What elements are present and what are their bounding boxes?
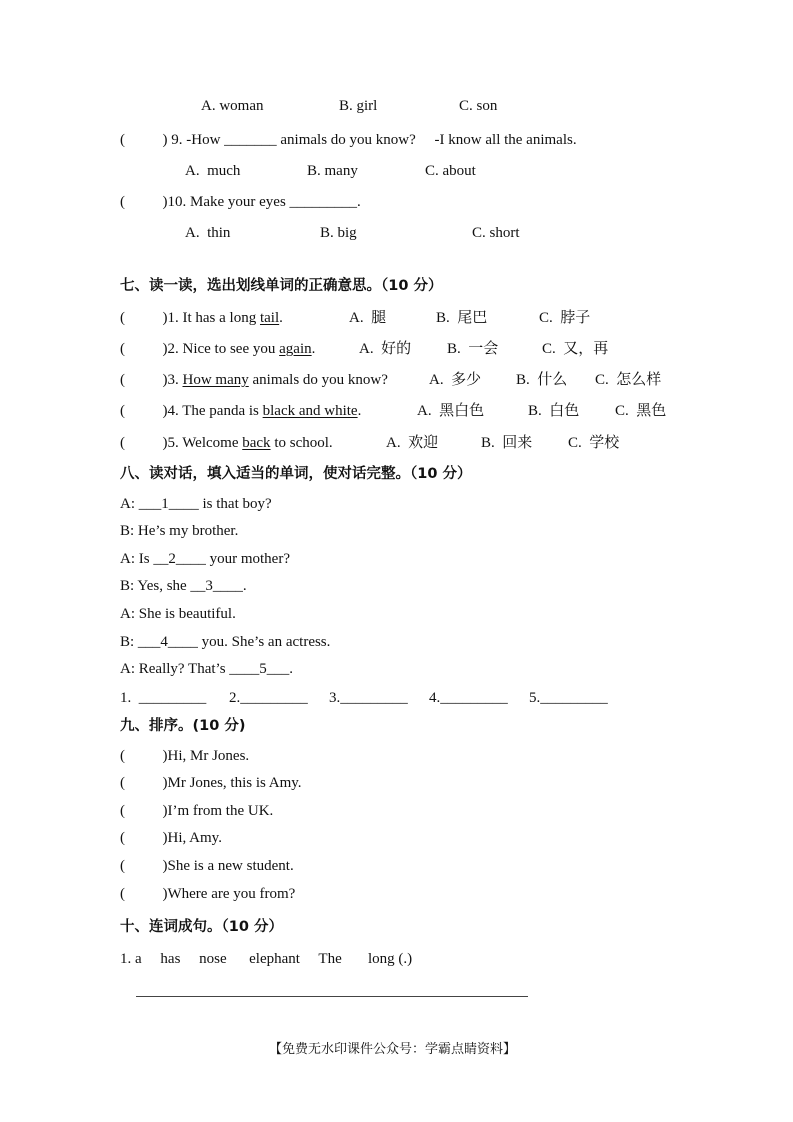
s7-item-1-option-b: B. 尾巴 — [436, 310, 488, 326]
s7-item-5-option-b: B. 回来 — [481, 435, 533, 451]
q8-option-b: B. girl — [339, 98, 378, 114]
q9-option-a: A. much — [185, 163, 241, 179]
q8-option-c: C. son — [459, 98, 498, 114]
s7-item-5-option-a: A. 欢迎 — [386, 435, 439, 451]
s7-item-2-option-b: B. 一会 — [447, 341, 499, 357]
ordering-item: ( )Hi, Amy. — [120, 830, 222, 846]
word-order-question-1: 1. a has nose elephant The long (.) — [120, 951, 413, 967]
s7-item-1-option-c: C. 脖子 — [539, 310, 591, 326]
s7-item-5-option-c: C. 学校 — [568, 435, 620, 451]
s7-item-3-option-c: C. 怎么样 — [595, 372, 662, 388]
dialogue-line: B: He’s my brother. — [120, 523, 239, 539]
footer-note: 【免费无水印课件公众号：学霸点睛资料】 — [269, 1042, 517, 1057]
s7-item-2: ( )2. Nice to see you again. — [120, 341, 316, 357]
s7-item-4: ( )4. The panda is black and white. — [120, 403, 362, 419]
ordering-item: ( )Mr Jones, this is Amy. — [120, 775, 302, 791]
s7-item-2-option-c: C. 又，再 — [542, 341, 609, 357]
section10-heading: 十、连词成句。（10 分） — [120, 919, 283, 935]
s7-item-4-option-a: A. 黑白色 — [417, 403, 485, 419]
s7-item-5: ( )5. Welcome back to school. — [120, 435, 333, 451]
q10-option-c: C. short — [472, 225, 520, 241]
q10-option-b: B. big — [320, 225, 357, 241]
s7-item-1-option-a: A. 腿 — [349, 310, 387, 326]
s7-item-3-option-a: A. 多少 — [429, 372, 482, 388]
ordering-item: ( )She is a new student. — [120, 858, 294, 874]
s7-item-4-option-c: C. 黑色 — [615, 403, 667, 419]
answer-blank-5[interactable]: 5._________ — [529, 690, 608, 706]
dialogue-line: A: Is __2____ your mother? — [120, 551, 290, 567]
ordering-item: ( )Hi, Mr Jones. — [120, 748, 250, 764]
q9-option-b: B. many — [307, 163, 358, 179]
answer-blank-3[interactable]: 3._________ — [329, 690, 408, 706]
q10-option-a: A. thin — [185, 225, 231, 241]
dialogue-line: A: ___1____ is that boy? — [120, 496, 272, 512]
ordering-item: ( )I’m from the UK. — [120, 803, 274, 819]
q9-option-c: C. about — [425, 163, 476, 179]
dialogue-line: B: Yes, she __3____. — [120, 578, 247, 594]
dialogue-line: B: ___4____ you. She’s an actress. — [120, 634, 331, 650]
s7-item-1: ( )1. It has a long tail. — [120, 310, 283, 326]
dialogue-line: A: She is beautiful. — [120, 606, 236, 622]
s7-item-4-option-b: B. 白色 — [528, 403, 580, 419]
s7-item-3: ( )3. How many animals do you know? — [120, 372, 388, 388]
ordering-item: ( )Where are you from? — [120, 886, 296, 902]
q8-option-a: A. woman — [201, 98, 264, 114]
dialogue-line: A: Really? That’s ____5___. — [120, 661, 294, 677]
s7-item-2-option-a: A. 好的 — [359, 341, 412, 357]
q9-text: ( ) 9. -How _______ animals do you know? -I know all the animals. — [120, 132, 577, 148]
s7-item-3-option-b: B. 什么 — [516, 372, 568, 388]
section9-heading: 九、排序。(10 分) — [120, 718, 246, 734]
q10-text: ( )10. Make your eyes _________. — [120, 194, 361, 210]
section8-heading: 八、读对话，填入适当的单词，使对话完整。（10 分） — [120, 466, 472, 482]
answer-blank-4[interactable]: 4._________ — [429, 690, 508, 706]
answer-line[interactable] — [136, 996, 528, 997]
answer-blank-2[interactable]: 2._________ — [229, 690, 308, 706]
answer-blank-1[interactable]: 1. _________ — [120, 690, 207, 706]
section7-heading: 七、读一读，选出划线单词的正确意思。（10 分） — [120, 278, 443, 294]
